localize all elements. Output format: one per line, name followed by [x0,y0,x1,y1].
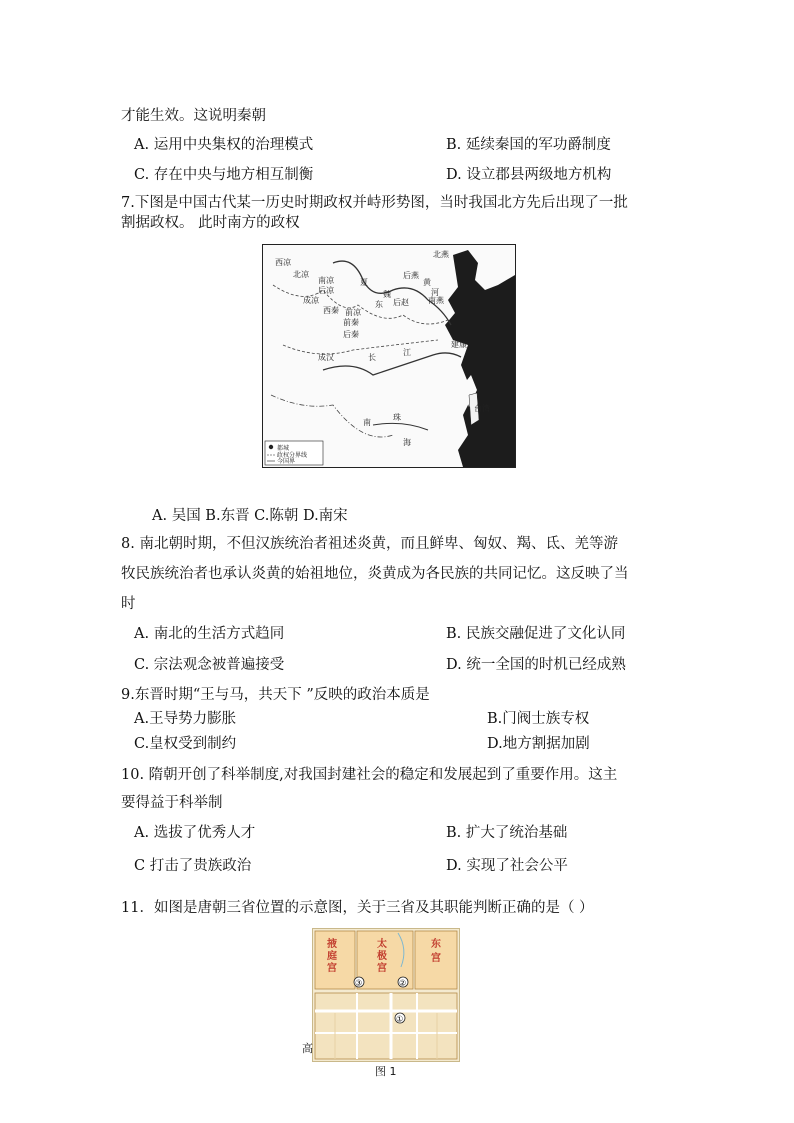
map-label-houzhao: 后赵 [393,298,409,307]
capital-icon [269,445,273,449]
modern-border [271,395,393,437]
map-label-qianqin: 前秦 [343,318,359,327]
q8-stem-line1: 8. 南北朝时期，不但汉族统治者祖述炎黄，而且鲜卑、匈奴、羯、氐、羌等游 [121,536,618,552]
q11-palace-diagram [312,928,460,1062]
q8-stem-line3: 时 [121,596,136,612]
palace-label-yeting-3: 宫 [327,963,337,974]
map-label-nanliang: 南凉 [318,276,334,285]
map-label-zhu: 珠 [393,413,401,422]
q9-option-d[interactable]: D.地方割据加剧 [487,736,590,752]
map-label-houliang: 后凉 [318,286,334,295]
marker-2: ② [399,978,407,988]
q8-option-a[interactable]: A. 南北的生活方式趋同 [134,626,285,642]
palace-side-char: 高 [302,1042,313,1055]
q6-option-d[interactable]: D. 设立郡县两级地方机构 [446,167,612,183]
map-label-wei: 魏 [383,290,391,299]
pearl-river [373,423,428,430]
palace-label-yeting-2: 庭 [327,951,337,962]
q9-stem: 9.东晋时期“王与马，共天下 ”反映的政治本质是 [121,687,430,703]
q10-option-c[interactable]: C 打击了贵族政治 [134,858,252,874]
map-label-nanyan: 南燕 [428,296,444,305]
q7-historical-map [262,244,516,468]
map-label-dong: 东 [375,300,383,309]
map-label-houyan: 后燕 [403,271,419,280]
yangtze-river [323,353,461,375]
q11-stem: 11．如图是唐朝三省位置的示意图，关于三省及其职能判断正确的是（ ） [121,900,594,916]
map-label-xiqin: 西秦 [323,306,339,315]
map-label-beiyan: 北燕 [433,250,449,259]
q7-options[interactable]: A. 吴国 B.东晋 C.陈朝 D.南宋 [152,508,348,524]
marker-3: ③ [355,978,363,988]
q6-option-a[interactable]: A. 运用中央集权的治理模式 [134,137,314,153]
q10-option-a[interactable]: A. 选拔了优秀人才 [134,825,256,841]
palace-label-taiji-2: 极 [377,951,387,962]
imperial-city-block [315,993,457,1059]
q8-stem-line2: 牧民族统治者也承认炎黄的始祖地位，炎黄成为各民族的共同记忆。这反映了当 [121,566,629,582]
map-label-xia: 夏 [360,278,368,287]
q10-stem-line1: 10. 隋朝开创了科举制度,对我国封建社会的稳定和发展起到了重要作用。这主 [121,767,618,783]
map-label-he: 河 [431,288,439,297]
q8-option-d[interactable]: D. 统一全国的时机已经成熟 [446,657,626,673]
legend-boundary: 政权分界线 [277,452,308,459]
q6-option-b[interactable]: B. 延续秦国的军功爵制度 [446,137,611,153]
border-1 [273,285,448,324]
legend-capital: 都城 [277,445,290,452]
q10-option-d[interactable]: D. 实现了社会公平 [446,858,568,874]
q7-stem-line2: 割据政权。 此时南方的政权 [121,215,300,231]
map-label-jiang: 江 [403,348,411,357]
map-label-beiliang: 北凉 [293,270,309,279]
map-label-chengliang: 成凉 [303,296,319,305]
q10-option-b[interactable]: B. 扩大了统治基础 [446,825,568,841]
border-2 [283,340,438,354]
palace-svg [313,929,459,1061]
map-label-taiwan: 台湾 [474,404,490,413]
q9-option-c[interactable]: C.皇权受到制约 [134,736,237,752]
palace-label-donggong-2: 宫 [431,953,441,964]
map-label-qianliang: 前凉 [345,308,361,317]
map-label-chenghan: 成汉 [318,353,334,362]
q6-stem-tail: 才能生效。这说明秦朝 [121,108,266,124]
q6-option-c[interactable]: C. 存在中央与地方相互制衡 [134,167,314,183]
map-label-houqin: 后秦 [343,330,359,339]
map-label-hai: 海 [403,438,411,447]
map-label-nan: 南 [363,418,371,427]
figure-caption: 图 1 [375,1065,397,1078]
map-label-chang: 长 [368,353,376,362]
marker-1: ① [396,1014,404,1024]
q8-option-c[interactable]: C. 宗法观念被普遍接受 [134,657,285,673]
q9-option-b[interactable]: B.门阀士族专权 [487,711,590,727]
coastline-sea [445,250,515,467]
legend-modern-border: 今国界 [277,458,296,465]
palace-label-donggong-1: 东 [431,939,441,950]
map-label-huang: 黄 [423,278,431,287]
palace-label-taiji-1: 太 [377,939,387,950]
q10-stem-line2: 要得益于科举制 [121,795,223,811]
q9-option-a[interactable]: A.王导势力膨胀 [134,711,237,727]
map-svg [263,245,515,467]
map-label-jiankang: 建康 [451,340,467,349]
q8-option-b[interactable]: B. 民族交融促进了文化认同 [446,626,626,642]
palace-label-yeting-1: 掖 [327,939,337,950]
palace-label-taiji-3: 宫 [377,963,387,974]
map-label-xiliang: 西凉 [275,258,291,267]
q7-stem-line1: 7.下图是中国古代某一历史时期政权并峙形势图，当时我国北方先后出现了一批 [121,195,628,211]
